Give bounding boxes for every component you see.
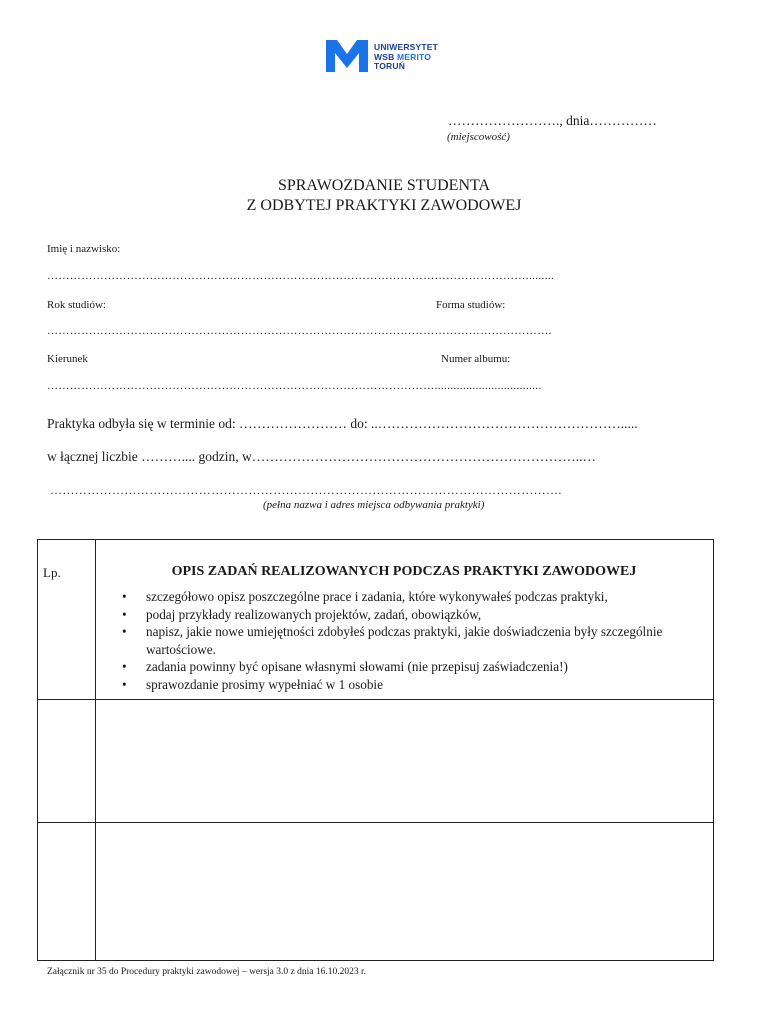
lp-header: Lp. — [43, 565, 61, 580]
name-label: Imię i nazwisko: — [47, 243, 121, 255]
task-entry-cell-1[interactable] — [96, 700, 713, 822]
place-caption: (miejscowość) — [447, 131, 510, 143]
tasks-table — [37, 539, 714, 961]
footer-note: Załącznik nr 35 do Procedury praktyki zawodowej – wersja 3.0 z dnia 16.10.2023 r. — [47, 967, 366, 977]
logo-text — [374, 43, 438, 72]
practice-place-field[interactable]: ……………………………………………………………………………………………………………. — [50, 483, 562, 497]
merito-m-logo-icon — [326, 40, 368, 72]
period-line[interactable]: Praktyka odbyła się w terminie od: …………………… do: ..………………………………………………..... — [47, 416, 638, 431]
instruction-item: • podaj przykłady realizowanych projektów, zadań, obowiązków, — [122, 606, 682, 624]
major-album-field[interactable]: ………………………………………………………………………………………….................................. — [47, 380, 542, 392]
instruction-item: • napisz, jakie nowe umiejętności zdobyłeś podczas praktyki, jakie doświadczenia były szczególnie wartościowe. — [122, 623, 682, 658]
instructions-list — [122, 588, 682, 693]
logo-line-2b: MERITO — [397, 51, 432, 62]
document-title — [0, 176, 768, 216]
instruction-item: • zadania powinny być opisane własnymi słowami (nie przepisuj zaświadczenia!) — [122, 658, 682, 676]
instruction-item: • szczegółowo opisz poszczególne prace i zadania, które wykonywałeś podczas praktyki, — [122, 588, 682, 606]
form-label: Forma studiów: — [436, 299, 506, 311]
title-line-2: Z ODBYTEJ PRAKTYKI ZAWODOWEJ — [246, 197, 522, 214]
tasks-heading: OPIS ZADAŃ REALIZOWANYCH PODCZAS PRAKTYKI ZAWODOWEJ — [171, 564, 637, 579]
album-label: Numer albumu: — [441, 353, 511, 365]
logo-line-3: TORUŃ — [374, 61, 406, 71]
task-entry-cell-2[interactable] — [96, 823, 713, 960]
place-date-line[interactable]: ……………………., dnia…………… — [448, 113, 657, 128]
year-label: Rok studiów: — [47, 299, 106, 311]
university-logo — [326, 40, 446, 74]
practice-place-caption: (pełna nazwa i adres miejsca odbywania praktyki) — [263, 499, 485, 511]
logo-line-1: UNIWERSYTET — [374, 42, 439, 52]
major-label: Kierunek — [47, 353, 88, 365]
hours-line[interactable]: w łącznej liczbie ……….... godzin, w………………………………………………………………..… — [47, 449, 596, 464]
title-line-1: SPRAWOZDANIE STUDENTA — [277, 177, 491, 194]
logo-line-2a: WSB — [374, 51, 395, 62]
name-field[interactable]: ………………………………………………………………………………………………………………......... — [47, 270, 555, 282]
year-form-field[interactable]: ……………………………………………………………………………………………………………………. — [47, 325, 552, 337]
instruction-item: • sprawozdanie prosimy wypełniać w 1 osobie — [122, 676, 682, 694]
